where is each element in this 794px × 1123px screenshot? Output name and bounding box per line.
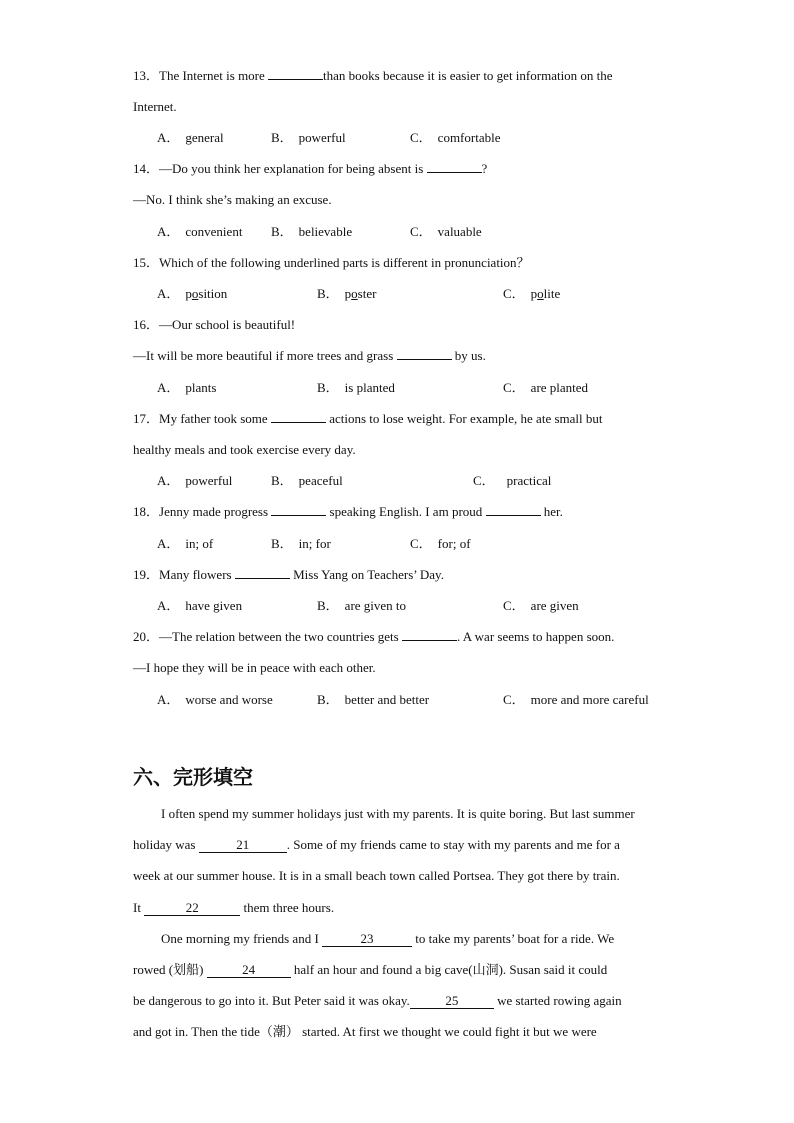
q16-reply: —It will be more beautiful if more trees and grass by us.: [133, 348, 486, 363]
q18-option-b: B． in; for: [271, 536, 331, 551]
q13-option-b: B． powerful: [271, 130, 346, 145]
q13-option-c: C． comfortable: [410, 130, 501, 145]
q19-option-a: A． have given: [157, 598, 243, 613]
q14-reply: —No. I think she’s making an excuse.: [133, 192, 332, 207]
cloze-blank-25: 25: [410, 994, 494, 1009]
answer-blank: [271, 504, 326, 516]
q17-option-a: A． powerful: [157, 473, 233, 488]
q17-stem-continued: healthy meals and took exercise every day.: [133, 442, 356, 457]
q19-option-c: C． are given: [503, 598, 579, 613]
q14-option-c: C． valuable: [410, 224, 482, 239]
q16-option-a: A． plants: [157, 380, 217, 395]
q14-option-a: A． convenient: [157, 224, 243, 239]
answer-blank: [268, 68, 323, 80]
q20-option-c: C． more and more careful: [503, 692, 649, 707]
passage-line: I often spend my summer holidays just with my parents. It is quite boring. But last summer: [161, 806, 635, 821]
q14-stem: 14．—Do you think her explanation for being absent is ?: [133, 161, 488, 176]
q18-option-a: A． in; of: [157, 536, 214, 551]
passage-line: rowed (划船) 24 half an hour and found a big cave(山洞). Susan said it could: [133, 962, 608, 977]
passage-line: and got in. Then the tide（潮） started. At first we thought we could fight it but we were: [133, 1024, 597, 1039]
q18-stem: 18．Jenny made progress speaking English. I am proud her.: [133, 504, 563, 519]
passage-line: week at our summer house. It is in a small beach town called Portsea. They got there by train.: [133, 868, 620, 883]
cloze-blank-21: 21: [199, 838, 287, 853]
q15-option-c: C． polite: [503, 286, 561, 301]
passage-line: holiday was 21 . Some of my friends came to stay with my parents and me for a: [133, 837, 620, 852]
q14-option-b: B． believable: [271, 224, 353, 239]
q20-option-a: A． worse and worse: [157, 692, 273, 707]
cloze-blank-24: 24: [207, 963, 291, 978]
q17-option-c: C． practical: [473, 473, 552, 488]
passage-line: It 22 them three hours.: [133, 900, 335, 915]
answer-blank: [402, 629, 457, 641]
q20-stem: 20．—The relation between the two countries gets . A war seems to happen soon.: [133, 629, 615, 644]
q17-option-b: B． peaceful: [271, 473, 343, 488]
q16-option-b: B． is planted: [317, 380, 395, 395]
passage-line: One morning my friends and I 23 to take my parents’ boat for a ride. We: [161, 931, 615, 946]
q15-stem: 15．Which of the following underlined parts is different in pronunciation？: [133, 255, 530, 270]
q17-stem: 17．My father took some actions to lose weight. For example, he ate small but: [133, 411, 603, 426]
answer-blank: [486, 504, 541, 516]
q15-option-b: B． poster: [317, 286, 377, 301]
answer-blank: [235, 567, 290, 579]
q20-reply: —I hope they will be in peace with each other.: [133, 660, 376, 675]
answer-blank: [271, 411, 326, 423]
q13-option-a: A． general: [157, 130, 224, 145]
q13-stem-continued: Internet.: [133, 99, 177, 114]
cloze-blank-23: 23: [322, 932, 412, 947]
section-title: 六、完形填空: [133, 765, 253, 789]
q19-stem: 19．Many flowers Miss Yang on Teachers’ Day.: [133, 567, 444, 582]
cloze-blank-22: 22: [144, 901, 240, 916]
q13-stem: 13．The Internet is more than books because it is easier to get information on the: [133, 68, 613, 83]
q20-option-b: B． better and better: [317, 692, 430, 707]
q16-option-c: C． are planted: [503, 380, 589, 395]
q15-option-a: A． position: [157, 286, 228, 301]
q19-option-b: B． are given to: [317, 598, 407, 613]
answer-blank: [397, 348, 452, 360]
passage-line: be dangerous to go into it. But Peter said it was okay. 25 we started rowing again: [133, 993, 622, 1008]
q18-option-c: C． for; of: [410, 536, 471, 551]
q16-stem: 16．—Our school is beautiful!: [133, 317, 296, 332]
answer-blank: [427, 161, 482, 173]
